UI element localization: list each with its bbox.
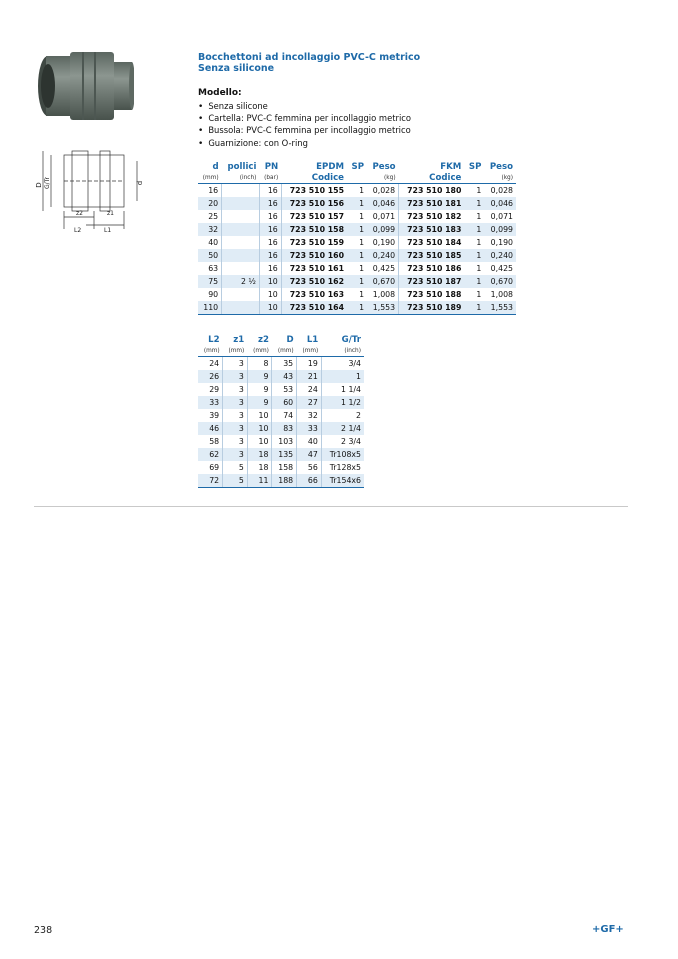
unit-cell (464, 173, 484, 184)
label-z1: z1 (107, 210, 114, 217)
col-peso2: Peso (489, 161, 513, 172)
dimension-table (198, 333, 364, 488)
table-header-row (198, 160, 516, 173)
table-cell: 1 (359, 212, 365, 221)
table-cell: 723 510 157 (289, 212, 345, 221)
table-row (198, 236, 516, 249)
table-cell: 1 (347, 197, 367, 210)
table-cell: 16 (259, 236, 281, 249)
table-cell: 723 510 189 (399, 301, 465, 315)
col-fkm-sub: Codice (399, 173, 465, 184)
table-cell: 5 (223, 474, 248, 488)
table-cell: 3 (223, 409, 248, 422)
table-cell: 0,046 (367, 197, 399, 210)
table-cell: 46 (198, 422, 223, 435)
table-cell: 16 (259, 197, 281, 210)
table-cell (222, 223, 260, 236)
col-fkm: FKM (440, 161, 462, 172)
table-cell: 21 (297, 370, 322, 383)
table-cell: 62 (198, 448, 223, 461)
table-cell: 723 510 163 (289, 290, 345, 299)
unit-cell (347, 173, 367, 184)
table-cell: 723 510 164 (281, 301, 347, 315)
table-cell: Tr154x6 (321, 474, 364, 488)
unit-cell: (mm) (223, 346, 248, 357)
table-cell: 10 (259, 288, 281, 301)
table-cell: Tr108x5 (321, 448, 364, 461)
table-cell: 1 (476, 186, 482, 195)
product-photo (34, 48, 134, 124)
table-cell: 24 (198, 357, 223, 371)
table-cell: 20 (198, 197, 222, 210)
table-cell: 2 ½ (222, 275, 260, 288)
table-cell: 3 (223, 396, 248, 409)
section-divider (34, 506, 628, 507)
table-cell (222, 236, 260, 249)
feature-item: • Guarnizione: con O-ring (198, 138, 411, 150)
table-cell: 40 (297, 435, 322, 448)
table-row (198, 409, 364, 422)
table-cell: 1,008 (490, 290, 513, 299)
table-cell: 5 (223, 461, 248, 474)
table-cell: 723 510 182 (407, 212, 462, 221)
table-cell: 16 (198, 184, 222, 198)
table-cell: 723 510 181 (399, 197, 465, 210)
table-cell: 16 (259, 249, 281, 262)
table-cell: 1 (476, 238, 482, 247)
unit-cell: (mm) (297, 346, 322, 357)
table-cell: 25 (198, 210, 222, 223)
table-cell: 0,099 (484, 223, 516, 236)
unit-cell: (bar) (259, 173, 281, 184)
table-cell: 0,028 (490, 186, 513, 195)
unit-cell: (inch) (321, 346, 364, 357)
table-cell: 1,008 (367, 288, 399, 301)
table-cell: 0,190 (490, 238, 513, 247)
table-cell: 75 (198, 275, 222, 288)
unit-cell: (kg) (367, 173, 399, 184)
table-cell: 2 3/4 (341, 437, 361, 446)
table-cell: 1 (464, 249, 484, 262)
table-row (198, 435, 364, 448)
table-cell: 2 (356, 411, 361, 420)
table-cell: 3 (223, 383, 248, 396)
product-subtitle: Senza silicone (198, 63, 275, 74)
table-cell: 10 (259, 275, 281, 288)
table-cell (222, 184, 260, 198)
table-cell: 188 (272, 474, 297, 488)
unit-cell: (kg) (484, 173, 516, 184)
table-cell: 8 (247, 357, 272, 371)
col-epdm: EPDM (316, 161, 345, 172)
col-epdm-sub: Codice (281, 173, 347, 184)
table-cell: 0,046 (484, 197, 516, 210)
table-cell (222, 262, 260, 275)
table-cell: 0,099 (367, 223, 399, 236)
table-cell: 1 1/4 (341, 385, 361, 394)
table-cell: 16 (259, 210, 281, 223)
table-cell: 47 (297, 448, 322, 461)
table-cell: 1 (464, 301, 484, 315)
table-cell: 69 (198, 461, 223, 474)
table-row (198, 396, 364, 409)
table-cell: 723 510 186 (407, 264, 462, 273)
table-cell: 3 (223, 370, 248, 383)
feature-list (198, 101, 411, 150)
table-cell: 1 (476, 212, 482, 221)
table-cell: Tr128x5 (329, 463, 361, 472)
table-cell: 1 (347, 249, 367, 262)
table-row (198, 383, 364, 396)
col-z1: z1 (233, 334, 245, 345)
table-cell: 1 1/2 (321, 396, 364, 409)
table-cell: 1 (464, 275, 484, 288)
table-row (198, 210, 516, 223)
table-cell: 723 510 162 (281, 275, 347, 288)
table-cell: 53 (272, 383, 297, 396)
table-cell: 33 (297, 422, 322, 435)
table-cell: 58 (198, 435, 223, 448)
table-cell: 0,028 (367, 184, 399, 198)
table-row (198, 184, 516, 198)
unit-cell: (mm) (247, 346, 272, 357)
table-cell: 723 510 183 (399, 223, 465, 236)
table-cell: 0,071 (490, 212, 513, 221)
table-cell (222, 288, 260, 301)
table-cell: 0,190 (367, 236, 399, 249)
table-cell: 1 (347, 301, 367, 315)
table-cell: 1 (321, 370, 364, 383)
label-L2: L2 (74, 227, 82, 234)
table-cell: 1 (359, 290, 365, 299)
table-cell: 1 (464, 223, 484, 236)
col-G: G/Tr (341, 334, 361, 345)
product-title: Bocchettoni ad incollaggio PVC-C metrico (198, 52, 421, 63)
table-cell: 158 (272, 461, 297, 474)
table-cell: 26 (198, 370, 223, 383)
table-row (198, 262, 516, 275)
table-cell: 723 510 161 (289, 264, 345, 273)
unit-cell: (mm) (198, 346, 223, 357)
table-cell: 723 510 158 (281, 223, 347, 236)
table-cell: 1 (476, 264, 482, 273)
table-cell: 1 (347, 275, 367, 288)
feature-item: • Bussola: PVC-C femmina per incollaggio metrico (198, 125, 411, 137)
table-cell: 0,425 (367, 262, 399, 275)
table-row (198, 422, 364, 435)
table-cell: 50 (198, 249, 222, 262)
table-cell: 60 (272, 396, 297, 409)
col-sp: SP (351, 161, 365, 172)
table-cell: 1,553 (484, 301, 516, 315)
table-cell: 16 (259, 262, 281, 275)
table-cell: 40 (198, 236, 222, 249)
table-cell: 24 (297, 383, 322, 396)
col-z2: z2 (257, 334, 269, 345)
table-cell: 3/4 (348, 359, 361, 368)
table-cell: 18 (247, 461, 272, 474)
label-d: d (136, 180, 144, 186)
table-cell (222, 249, 260, 262)
table-cell: 1 (347, 223, 367, 236)
table-cell: 27 (297, 396, 322, 409)
label-z2: z2 (76, 210, 83, 217)
table-row (198, 288, 516, 301)
table-cell: 19 (297, 357, 322, 371)
brand-logo: +GF+ (592, 924, 624, 935)
col-pollici: pollici (227, 161, 257, 172)
table-cell: 35 (272, 357, 297, 371)
table-cell: 74 (272, 409, 297, 422)
table-cell: 3 (223, 448, 248, 461)
table-cell: 10 (247, 435, 272, 448)
table-cell: 723 510 155 (289, 186, 345, 195)
col-d: d (212, 161, 219, 172)
table-cell: 10 (259, 301, 281, 315)
table-cell: 11 (247, 474, 272, 488)
table-cell: 1 (359, 264, 365, 273)
table-row (198, 197, 516, 210)
table-cell: 72 (198, 474, 223, 488)
table-cell: 3 (223, 422, 248, 435)
feature-item: • Cartella: PVC-C femmina per incollaggio metrico (198, 113, 411, 125)
table-row (198, 357, 364, 371)
table-cell (222, 197, 260, 210)
col-peso: Peso (372, 161, 396, 172)
table-cell: 723 510 188 (407, 290, 462, 299)
table-row (198, 301, 516, 315)
table-cell: 723 510 159 (289, 238, 345, 247)
table-cell: 723 510 184 (407, 238, 462, 247)
table-cell: 56 (297, 461, 322, 474)
table-cell: 1 (476, 290, 482, 299)
unit-cell: (mm) (272, 346, 297, 357)
table-cell: 33 (198, 396, 223, 409)
table-cell: 3 (223, 435, 248, 448)
table-cell: 63 (198, 262, 222, 275)
table-cell: 66 (297, 474, 322, 488)
product-rows (198, 184, 516, 315)
model-heading: Modello: (198, 88, 242, 98)
table-cell (222, 301, 260, 315)
table-cell: 9 (247, 383, 272, 396)
table-row (198, 275, 516, 288)
table-cell: 32 (198, 223, 222, 236)
col-sp2: SP (468, 161, 482, 172)
table-units-row (198, 173, 516, 184)
product-code-table (198, 160, 516, 315)
col-l2: L2 (208, 334, 220, 345)
table-cell: 16 (259, 223, 281, 236)
table-row (198, 448, 364, 461)
table-cell: 29 (198, 383, 223, 396)
table-cell: 135 (272, 448, 297, 461)
table-cell: 83 (272, 422, 297, 435)
table-cell: 1 (359, 238, 365, 247)
table-cell: 723 510 160 (281, 249, 347, 262)
table-cell: 18 (247, 448, 272, 461)
table-row (198, 223, 516, 236)
table-header-row (198, 333, 364, 346)
col-L1: L1 (306, 334, 319, 345)
page-number: 238 (34, 925, 53, 936)
table-row (198, 461, 364, 474)
table-cell: 90 (198, 288, 222, 301)
table-cell: 0,240 (484, 249, 516, 262)
table-cell: 1 (359, 186, 365, 195)
dimension-rows (198, 357, 364, 488)
table-cell: 3 (223, 357, 248, 371)
dimension-drawing (34, 145, 154, 237)
table-cell (222, 210, 260, 223)
table-units-row (198, 346, 364, 357)
table-cell: 103 (272, 435, 297, 448)
table-cell: 723 510 156 (281, 197, 347, 210)
table-cell: 723 510 185 (399, 249, 465, 262)
label-L1: L1 (104, 227, 112, 234)
unit-cell: (mm) (198, 173, 222, 184)
table-cell: 16 (259, 184, 281, 198)
table-cell: 1 (464, 197, 484, 210)
table-cell: 723 510 180 (407, 186, 462, 195)
table-row (198, 370, 364, 383)
label-D: D (35, 182, 43, 188)
label-G: G/Tr (44, 177, 51, 189)
table-cell: 0,670 (484, 275, 516, 288)
table-cell: 32 (297, 409, 322, 422)
table-cell: 0,240 (367, 249, 399, 262)
table-cell: 0,425 (490, 264, 513, 273)
table-cell: 1,553 (367, 301, 399, 315)
col-D: D (286, 334, 294, 345)
table-cell: 10 (247, 422, 272, 435)
table-cell: 10 (247, 409, 272, 422)
feature-item: • Senza silicone (198, 101, 411, 113)
table-cell: 110 (198, 301, 222, 315)
table-cell: 43 (272, 370, 297, 383)
table-cell: 9 (247, 370, 272, 383)
table-cell: 723 510 187 (399, 275, 465, 288)
table-cell: 2 1/4 (321, 422, 364, 435)
table-cell: 9 (247, 396, 272, 409)
unit-cell: (inch) (222, 173, 260, 184)
table-cell: 0,071 (367, 210, 399, 223)
table-row (198, 249, 516, 262)
table-cell: 0,670 (367, 275, 399, 288)
col-pn: PN (264, 161, 279, 172)
table-row (198, 474, 364, 488)
table-cell: 39 (198, 409, 223, 422)
